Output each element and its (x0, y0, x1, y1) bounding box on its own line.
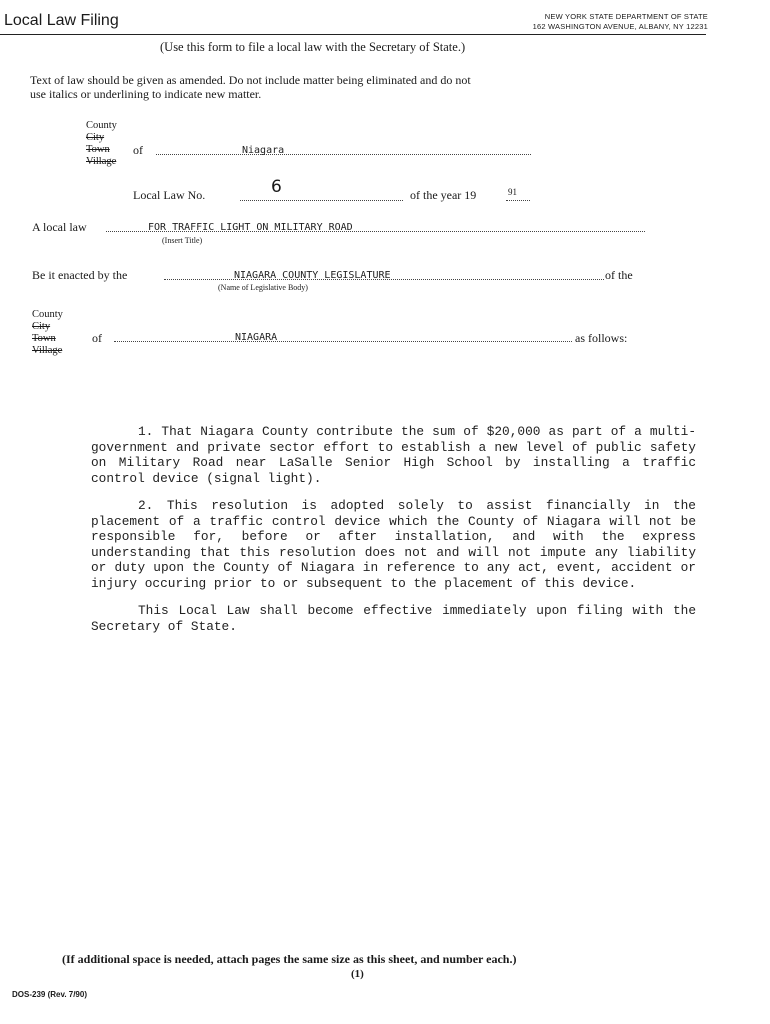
municipality-type-town-2: Town (32, 333, 56, 344)
municipality-type-list-2 (32, 309, 63, 357)
instructions-line-2: use italics or underlining to indicate new matter. (30, 87, 262, 101)
year-field (506, 185, 530, 201)
form-title: Local Law Filing (4, 12, 119, 29)
additional-space-note: (If additional space is needed, attach pages the same size as this sheet, and number each.) (62, 952, 517, 966)
page-number: (1) (351, 968, 364, 980)
header-note: (Use this form to file a local law with the Secretary of State.) (160, 40, 466, 54)
body-paragraph-2: 2. This resolution is adopted solely to assist financially in the placement of a traffic control device which the County of Niagara will not be responsible for, before or after installation, and with the express understanding that this resolution does not and will not impute any liability or duty upon the County of Niagara in reference to any act, event, accident or injury occuring prior to or subsequent to the placement of this device. (91, 498, 696, 591)
year-label: of the year 19 (410, 188, 477, 202)
agency-name: NEW YORK STATE DEPARTMENT OF STATE (544, 12, 708, 21)
municipality-name-value: Niagara (242, 145, 285, 156)
municipality-name-field (156, 140, 531, 155)
legislative-body-caption: (Name of Legislative Body) (218, 283, 308, 292)
municipality-type-city: City (86, 132, 105, 143)
local-law-number-label: Local Law No. (133, 188, 206, 202)
municipality-type-city-2: City (32, 321, 51, 332)
enacted-by-label: Be it enacted by the (32, 268, 128, 282)
local-law-title-field (106, 217, 645, 232)
agency-street: 162 WASHINGTON AVENUE, ALBANY, NY 12231 (532, 22, 708, 31)
legislative-body-field (164, 265, 604, 280)
local-law-body (91, 424, 696, 646)
body-paragraph-3: This Local Law shall become effective immediately upon filing with the Secretary of State. (91, 603, 696, 634)
legislative-body-value: NIAGARA COUNTY LEGISLATURE (234, 270, 391, 281)
agency-address (533, 12, 708, 32)
municipality-of-label: of (133, 143, 143, 157)
year-value: 91 (508, 187, 517, 197)
municipality-type-county-2: County (32, 309, 63, 320)
header-divider (0, 34, 706, 35)
municipality-name-field-2 (114, 327, 572, 342)
municipality-type-village-2: Village (32, 345, 63, 356)
municipality-type-village: Village (86, 156, 117, 167)
municipality-type-town: Town (86, 144, 110, 155)
local-law-number-field (240, 177, 403, 201)
municipality-type-list (86, 120, 117, 168)
instructions (30, 73, 471, 101)
municipality-type-county: County (86, 120, 117, 131)
local-law-title-label: A local law (32, 220, 87, 234)
enacted-of-the-label: of the (605, 268, 633, 282)
local-law-number-value: 6 (271, 177, 282, 197)
as-follows-label: as follows: (575, 331, 628, 345)
body-paragraph-1: 1. That Niagara County contribute the sum of $20,000 as part of a multi-government and private sector effort to establish a new level of public safety on Military Road near LaSalle Senior High School by installing a traffic control device (signal light). (91, 424, 696, 486)
form-number: DOS-239 (Rev. 7/90) (12, 990, 87, 999)
local-law-title-value: FOR TRAFFIC LIGHT ON MILITARY ROAD (148, 222, 353, 233)
instructions-line-1: Text of law should be given as amended. Do not include matter being eliminated and do not (30, 73, 471, 87)
municipality-of-label-2: of (92, 331, 102, 345)
insert-title-caption: (Insert Title) (162, 236, 203, 245)
municipality-name-value-2: NIAGARA (235, 332, 278, 343)
